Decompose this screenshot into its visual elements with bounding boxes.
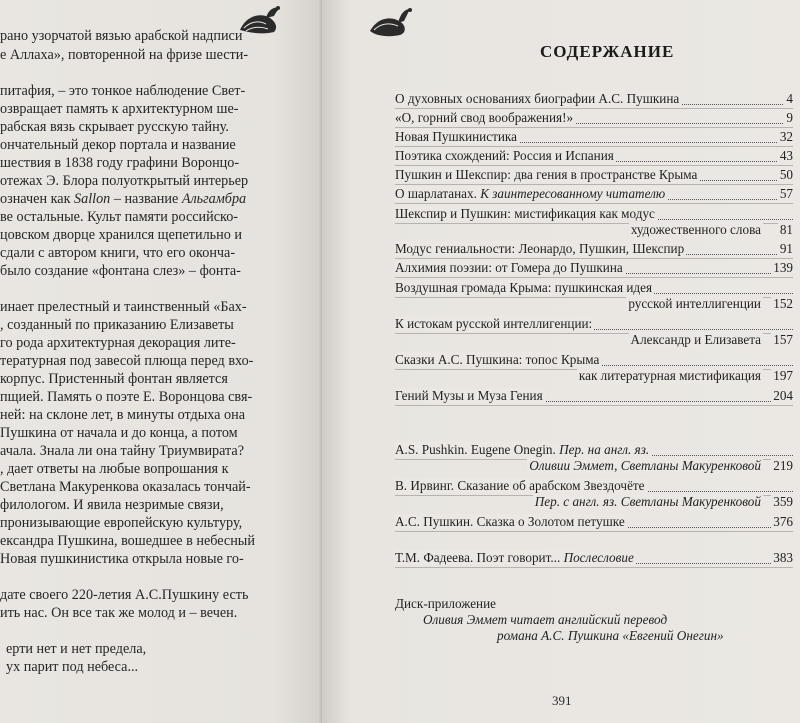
toc-entry-continuation: [395, 332, 793, 347]
toc-entry-title: Пушкин и Шекспир: два гения в пространстве Крыма: [395, 167, 698, 182]
toc-entry-title: В. Ирвинг. Сказание об арабском Звездочёте: [395, 478, 645, 493]
toc-entry: [395, 260, 793, 278]
text-line: инает прелестный и таинственный «Бах-: [0, 299, 247, 315]
toc-entry-title: Модус гениальности: Леонардо, Пушкин, Шекспир: [395, 241, 685, 256]
toc-entry: [395, 241, 793, 259]
toc-entry: [395, 129, 793, 147]
peacock-ornament-icon: [366, 5, 414, 39]
text-line: Новая пушкинистика открыла новые го-: [0, 551, 244, 567]
toc-entry-page: 81: [779, 222, 793, 237]
toc-entry-continuation-text: как литературная мистификация: [578, 368, 761, 383]
left-page: [0, 0, 322, 723]
right-page: [322, 0, 800, 723]
appendix-label: Диск-приложение: [395, 596, 497, 611]
contents-heading: СОДЕРЖАНИЕ: [540, 42, 675, 61]
text-line: Пушкина от начала и до конца, а потом: [0, 425, 238, 441]
toc-entry-page: 204: [773, 388, 793, 403]
toc-entry-title: Новая Пушкинистика: [395, 129, 517, 144]
toc-entry-title: Т.М. Фадеева. Поэт говорит... Послесловие: [395, 550, 634, 565]
toc-entry-page: 157: [773, 332, 793, 347]
toc-entry: [395, 514, 793, 532]
toc-entry: [395, 316, 793, 347]
toc-entry-continuation: [395, 222, 793, 237]
toc-entry-title: «О, горний свод воображения!»: [395, 110, 574, 125]
toc-entry-page: 359: [773, 494, 793, 509]
toc-entry-continuation-text: Александр и Елизавета: [630, 332, 761, 347]
text-line: корпус. Пристенный фонтан является: [0, 371, 228, 387]
text-line: дате своего 220-летия А.С.Пушкину есть: [0, 587, 249, 603]
toc-entry-page: 91: [779, 241, 793, 256]
toc-entry: [395, 352, 793, 383]
appendix-line-1: Оливия Эммет читает английский перевод: [423, 612, 668, 627]
text-line: е Аллаха», повторенной на фризе шести-: [0, 47, 249, 63]
toc-entry-continuation: [395, 458, 793, 473]
text-line: ончательный декор портала и название: [0, 137, 236, 153]
text-line: цовском дворце хранился щепетильно и: [0, 227, 242, 243]
text-line: ве остальные. Культ памяти российско-: [0, 209, 239, 225]
toc-entry-page: 9: [786, 110, 793, 125]
toc-entry: [395, 280, 793, 311]
text-line: сдали с автором книги, что его оконча-: [0, 245, 236, 261]
toc-entry-page: 32: [779, 129, 793, 144]
toc-entry: [395, 550, 793, 568]
toc-entry-title: Алхимия поэзии: от Гомера до Пушкина: [395, 260, 623, 275]
text-line: ерти нет и нет предела,: [6, 641, 147, 657]
toc-entry: [395, 388, 793, 406]
toc-entry-page: 139: [773, 260, 793, 275]
text-line: тературная под завесой плюща перед вхо-: [0, 353, 254, 369]
text-line: ить нас. Он все так же молод и – вечен.: [0, 605, 238, 621]
appendix-line-2: романа А.С. Пушкина «Евгений Онегин»: [497, 628, 724, 643]
toc-entry-title: К истокам русской интеллигенции:: [395, 316, 593, 331]
toc-entry-continuation: [395, 296, 793, 311]
text-line: , созданный по приказанию Елизаветы: [0, 317, 234, 333]
toc-entry-title: Гений Музы и Муза Гения: [395, 388, 543, 403]
page-number: 391: [552, 693, 572, 708]
toc-entry-continuation-text: художественного слова: [630, 222, 761, 237]
toc-entry-continuation-text: Пер. с англ. яз. Светланы Макуренковой: [534, 494, 761, 509]
toc-entry-title: А.С. Пушкин. Сказка о Золотом петушке: [395, 514, 625, 529]
text-line: ух парит под небеса...: [6, 659, 139, 675]
toc-entry-title: Поэтика схождений: Россия и Испания: [395, 148, 614, 163]
toc-entry-page: 219: [773, 458, 793, 473]
toc-entry: [395, 442, 793, 473]
text-line: отежах Э. Блора полуоткрытый интерьер: [0, 173, 249, 189]
toc-entry-title-italic: К заинтересованному читателю: [480, 186, 666, 201]
toc-entry-title: Воздушная громада Крыма: пушкинская идея: [395, 280, 653, 295]
toc-entry: [395, 148, 793, 166]
toc-entry-page: 383: [773, 550, 793, 565]
text-line: ней: на склоне лет, в минуты отдыха она: [0, 407, 245, 423]
toc-entry-page: 376: [773, 514, 793, 529]
text-line: , дает ответы на любые вопрошания к: [0, 461, 229, 477]
toc-entry-page: 43: [779, 148, 793, 163]
toc-entry: [395, 186, 793, 204]
text-line: Светлана Макуренкова оказалась тончай-: [0, 479, 251, 495]
toc-entry: [395, 478, 793, 509]
toc-entry: [395, 91, 793, 109]
toc-entry-page: 197: [773, 368, 793, 383]
text-line: было создание «фонтана слез» – фонта-: [0, 263, 241, 279]
toc-entry-title: A.S. Pushkin. Eugene Onegin. Пер. на англ. яз.: [395, 442, 650, 457]
text-line: означен как Sallon – название Альгамбра: [0, 191, 247, 207]
toc-entry-title: Шекспир и Пушкин: мистификация как модус: [395, 206, 655, 221]
toc-entry-title: О шарлатанах. К заинтересованному читателю: [395, 186, 666, 201]
toc-entry-continuation: [395, 368, 793, 383]
text-line: филологом. И явила незримые связи,: [0, 497, 224, 513]
toc-entry-title: Сказки А.С. Пушкина: топос Крыма: [395, 352, 600, 367]
text-line: озвращает память к архитектурном ше-: [0, 101, 239, 117]
toc-entry-title: О духовных основаниях биографии А.С. Пушкина: [395, 91, 680, 106]
text-line: пронизывающие европейскую культуру,: [0, 515, 243, 531]
text-line: рабская вязь скрывает русскую тайну.: [0, 119, 229, 135]
text-line: питафия, – это тонкое наблюдение Свет-: [0, 83, 246, 99]
text-line: шествия в 1838 году графини Воронцо-: [0, 155, 240, 171]
text-line: ачала. Знала ли она тайну Триумвирата?: [0, 443, 245, 459]
toc-entry-continuation-text: Оливии Эммет, Светланы Макуренковой: [529, 458, 761, 473]
toc-entry-page: 50: [779, 167, 793, 182]
toc-entry-title-italic: Послесловие: [563, 550, 634, 565]
toc-entry-title-italic: Пер. на англ. яз.: [559, 442, 650, 457]
text-line: го рода архитектурная декорация лите-: [0, 335, 236, 351]
text-line: рано узорчатой вязью арабской надписи: [0, 28, 243, 44]
toc-entry-continuation: [395, 494, 793, 509]
toc-entry: [395, 206, 793, 237]
text-line: пщией. Память о поэте Е. Воронцова свя-: [0, 389, 253, 405]
toc-entry-continuation-text: русской интеллигенции: [628, 296, 761, 311]
toc-entry-page: 4: [786, 91, 793, 106]
toc-entry-page: 57: [779, 186, 793, 201]
toc-entry: [395, 110, 793, 128]
toc-entry: [395, 167, 793, 185]
toc-entry-page: 152: [773, 296, 793, 311]
peacock-ornament-icon: [236, 2, 284, 36]
text-line: ександра Пушкина, вошедшее в небесный: [0, 533, 255, 549]
